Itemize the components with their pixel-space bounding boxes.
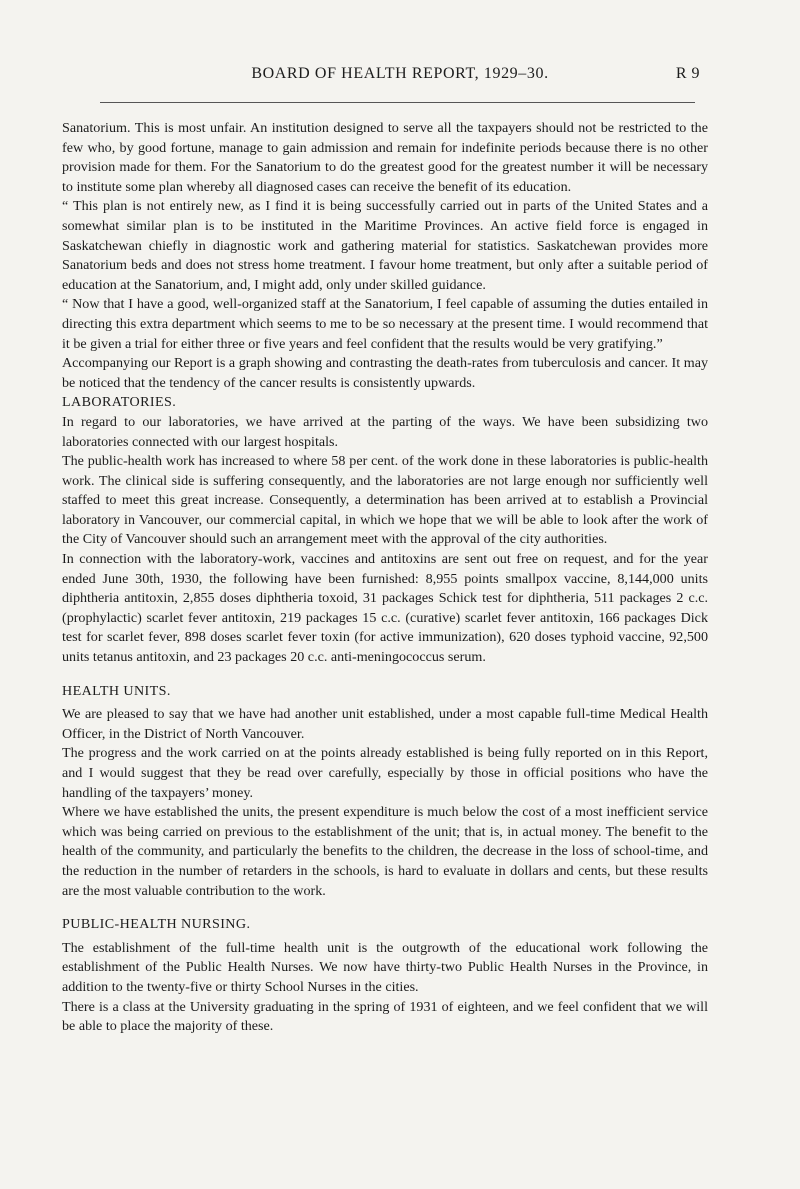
paragraph: In connection with the laboratory-work, vaccines and antitoxins are sent out free on request, and for the year ended June 30th, 1930, the following have been furnished: 8,955 points smallpox vaccine, 8,144,000 units diphtheria antitoxin, 2,855 doses diphtheria toxoid, 31 packages Schick test for diphtheria, 511 packages 2 c.c. (prophylactic) scarlet fever antitoxin, 219 packages 15 c.c. (curative) scarlet fever antitoxin, 166 packages Dick test for scarlet fever, 898 doses scarlet fever toxin (for active immunization), 620 doses typhoid vaccine, 92,500 units tetanus antitoxin, and 23 packages 20 c.c. anti-meningococcus serum. [62,551,708,666]
paragraph: In regard to our laboratories, we have arrived at the parting of the ways. We have been subsidizing two laboratories connected with our largest hospitals. [62,413,708,450]
paragraph: “ This plan is not entirely new, as I find it is being successfully carried out in parts of the United States and a somewhat similar plan is to be instituted in the Maritime Provinces. An active field force is engaged in Saskatchewan chiefly in diagnostic work and gathering material for statistics. Saskatchewan provides more Sanatorium beds and does not stress home treatment. I favour home treatment, but only after a suitable period of education at the Sanatorium, and, I might add, only under skilled guidance. [62,198,708,293]
section-heading-health-units: HEALTH UNITS. [62,682,171,699]
paragraph: We are pleased to say that we have had another unit established, under a most capable full-time Medical Health Officer, in the District of North Vancouver. [62,706,708,742]
paragraph: There is a class at the University graduating in the spring of 1931 of eighteen, and we feel confident that we will be able to place the majority of these. [62,998,708,1035]
body-text [62,119,708,1037]
paragraph: The progress and the work carried on at the points already established is being fully reported on in this Report, and I would suggest that they be read over carefully, especially by those in official positions who have the handling of the taxpayers’ money. [62,745,708,801]
paragraph: Sanatorium. This is most unfair. An institution designed to serve all the taxpayers should not be restricted to the few who, by good fortune, manage to gain admission and remain for indefinite periods because there is no other provision made for them. For the Sanatorium to do the greatest good for the greatest number it will be necessary to institute some plan whereby all diagnosed cases can receive the benefit of its education. [62,120,708,195]
section-heading-laboratories: LABORATORIES. [62,394,177,411]
section-heading-public-health-nursing: PUBLIC-HEALTH NURSING. [62,916,251,933]
paragraph: The public-health work has increased to where 58 per cent. of the work done in these laboratories is public-health work. The clinical side is suffering consequently, and the laboratories are not large enough nor sufficiently well staffed to meet this great increase. Consequently, a determination has been arrived at to establish a Provincial laboratory in Vancouver, our commercial capital, in which we hope that we will be able to look after the work of the City of Vancouver should such an arrangement meet with the approval of the city authorities. [62,453,708,548]
paragraph: “ Now that I have a good, well-organized staff at the Sanatorium, I feel capable of assuming the duties entailed in directing this extra department which seems to me to be so necessary at the present time. I would recommend that it be given a trial for either three or five years and feel confident that the results would be very gratifying.” [62,296,708,352]
paragraph: Accompanying our Report is a graph showing and contrasting the death-rates from tuberculosis and cancer. It may be noticed that the tendency of the cancer results is consistently upwards. [62,355,708,391]
paragraph: The establishment of the full-time health unit is the outgrowth of the educational work following the establishment of the Public Health Nurses. We now have thirty-two Public Health Nurses in the Province, in addition to the twenty-five or thirty School Nurses in the cities. [62,939,708,995]
paragraph: Where we have established the units, the present expenditure is much below the cost of a most inefficient service which was being carried on previous to the establishment of the unit; that is, in actual money. The benefit to the health of the community, and particularly the benefits to the children, the decrease in the loss of school-time, and the reduction in the number of retarders in the schools, is hard to evaluate in dollars and cents, but these results are the most valuable contribution to the work. [62,804,708,899]
page-number: R 9 [675,65,700,82]
page-header [100,65,700,89]
running-title: BOARD OF HEALTH REPORT, 1929–30. [251,65,549,82]
header-rule [100,102,695,103]
